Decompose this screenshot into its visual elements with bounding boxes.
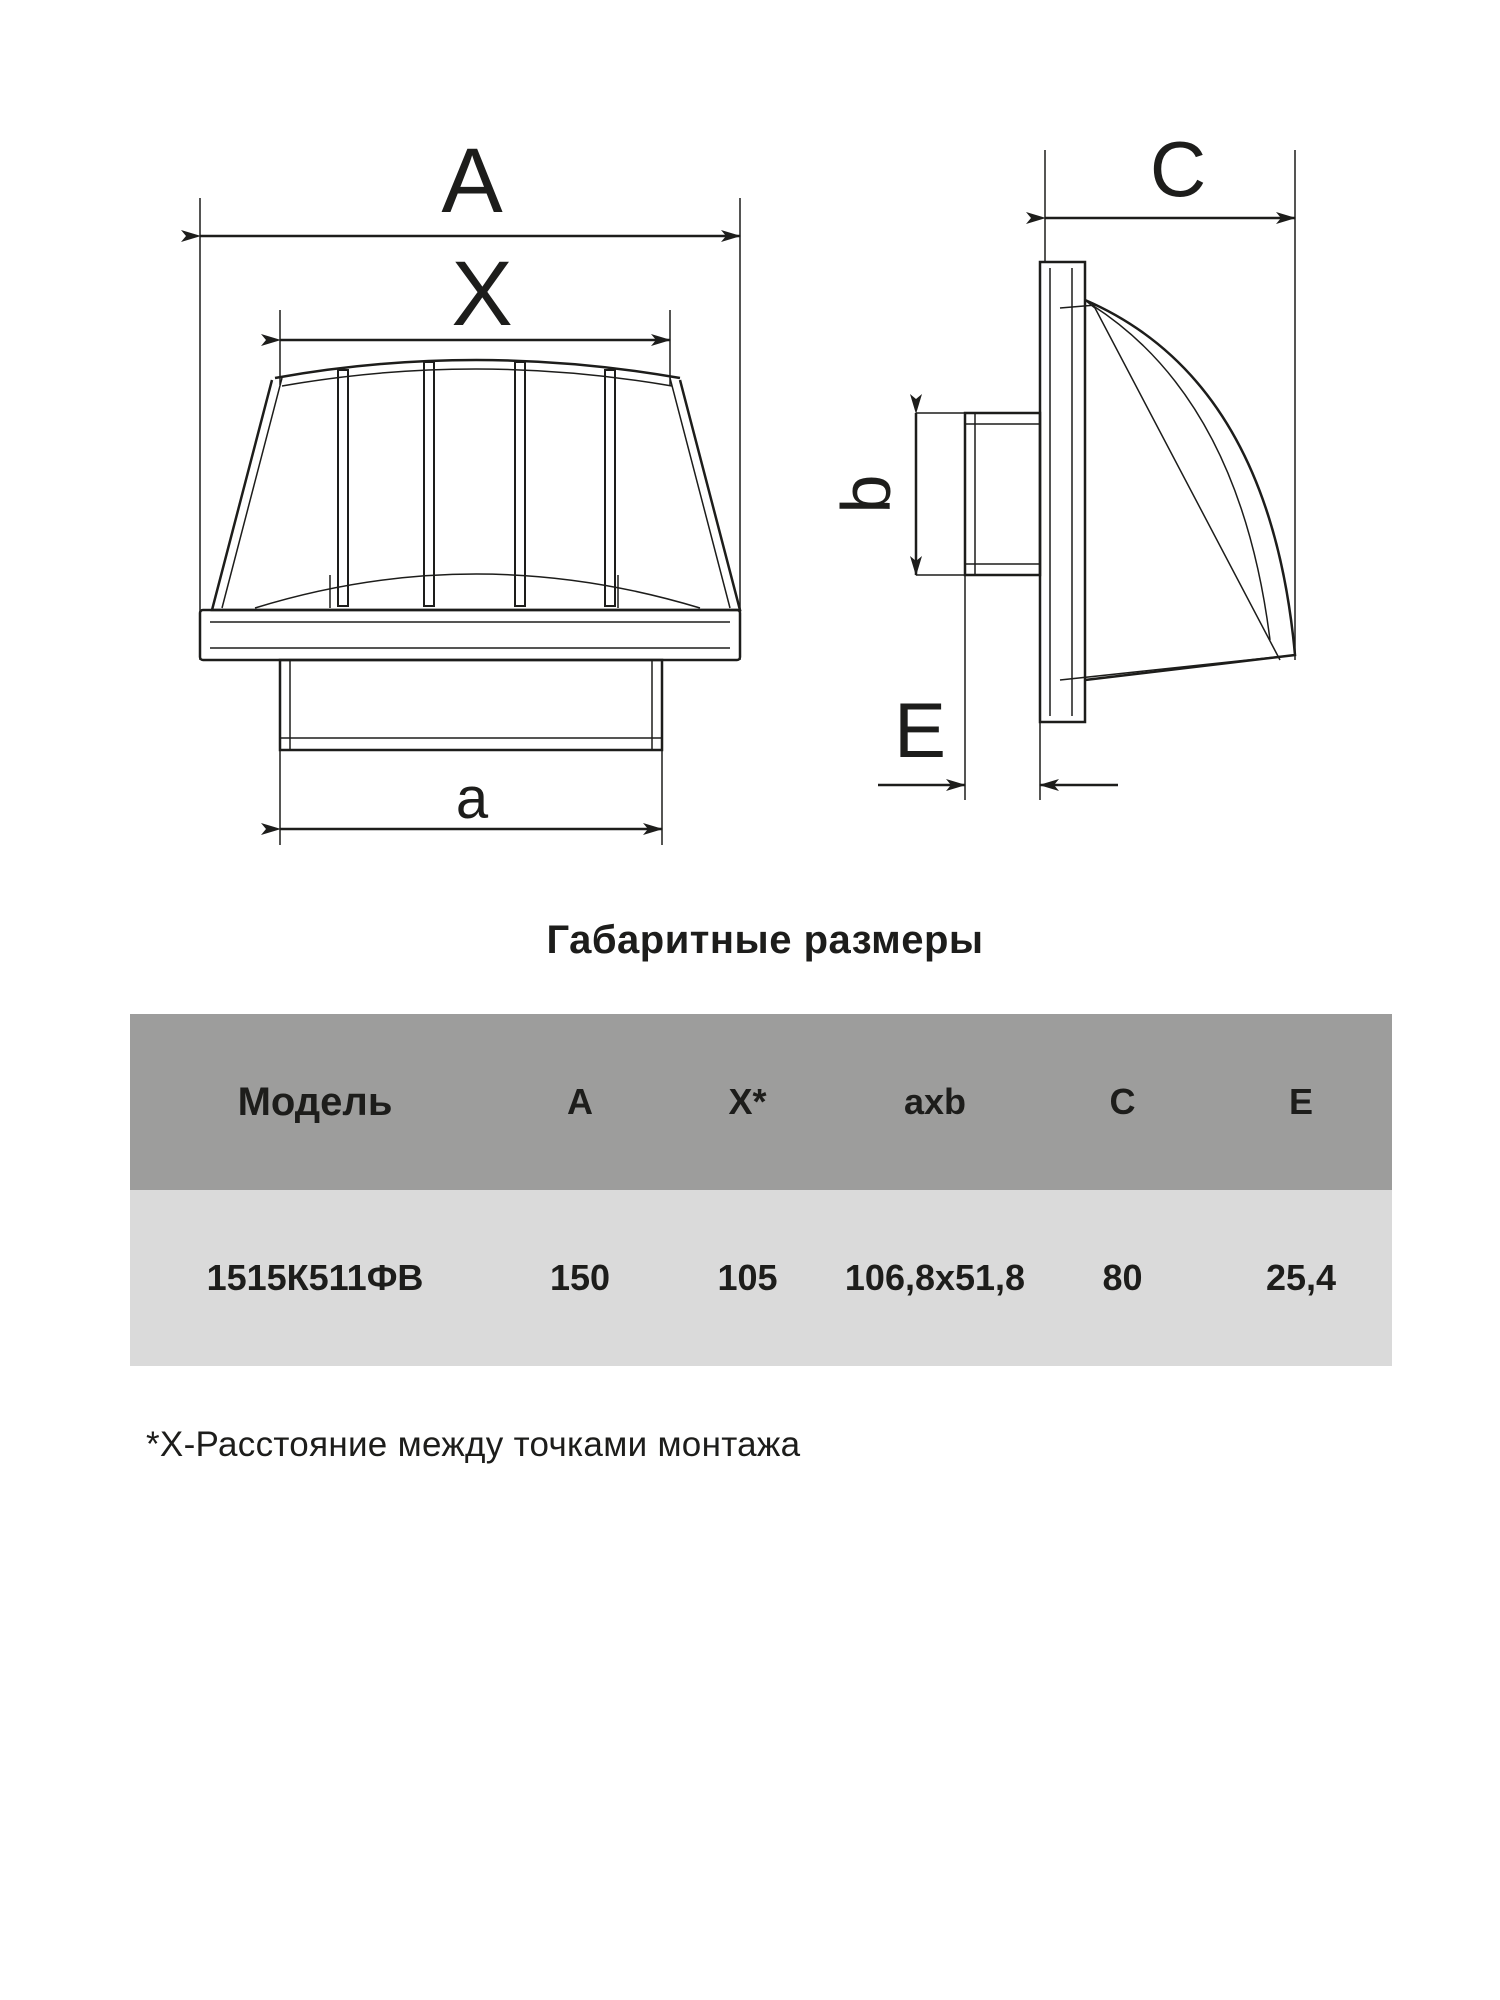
cell-C: 80 xyxy=(1035,1190,1210,1366)
cell-X: 105 xyxy=(660,1190,835,1366)
cell-E: 25,4 xyxy=(1210,1190,1392,1366)
cell-model: 1515К511ФВ xyxy=(130,1190,500,1366)
header-A: A xyxy=(500,1014,660,1190)
footnote: *X-Расстояние между точками монтажа xyxy=(146,1425,801,1464)
dim-b-label: b xyxy=(827,474,905,514)
dim-C-label: C xyxy=(1149,125,1207,213)
dim-A-label: A xyxy=(441,130,503,232)
table-header-row xyxy=(130,1014,1392,1190)
header-axb: axb xyxy=(835,1014,1035,1190)
cell-axb: 106,8x51,8 xyxy=(835,1190,1035,1366)
cell-A: 150 xyxy=(500,1190,660,1366)
dimension-drawing xyxy=(0,0,1500,900)
header-X: X* xyxy=(660,1014,835,1190)
section-title: Габаритные размеры xyxy=(546,918,984,962)
dim-E-label: E xyxy=(893,686,947,774)
table-row xyxy=(130,1190,1392,1366)
dimensions-table xyxy=(130,1014,1392,1366)
dim-a-label: a xyxy=(455,766,489,831)
header-C: C xyxy=(1035,1014,1210,1190)
header-E: E xyxy=(1210,1014,1392,1190)
dim-X-label: X xyxy=(451,243,513,345)
header-model: Модель xyxy=(130,1014,500,1190)
